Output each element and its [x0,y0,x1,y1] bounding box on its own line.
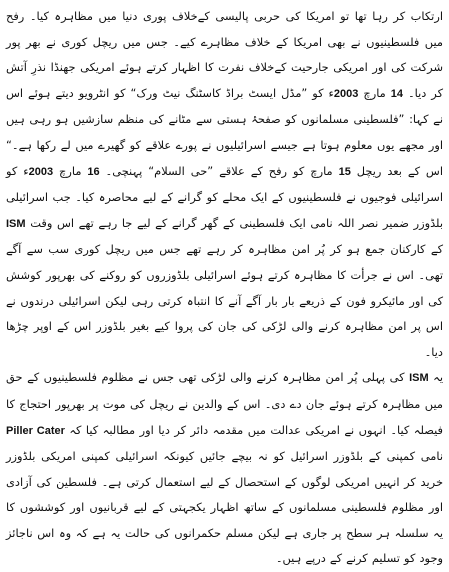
ism-acronym: ISM [6,217,26,230]
paragraph-2-text: نامی کمپنی کے بلڈوزر اسرائیل کو نہ بیچے جائیں کیونکہ اسرائیلی کمپنی امریکی بلڈوزر خرید کر انہیں امریکی لوگوں کے استحصال کے لیے استعمال کرتی ہے۔ فلسطین کی آزادی اور مظلوم فلسطینی مسلمانوں کے ساتھ اظہار یکجہتی کے لیے قربانیوں اور کوششوں کا یہ سلسلہ ہر سطح پر جاری ہے لیکن مسلم حکمرانوں کی حالت یہ ہے کہ وہ اس ناجائز وجود کو تسلیم کرنے کے درپے ہیں۔ [6,449,443,566]
paragraph-1-text: ء کو ”مڈل ایسٹ براڈ کاسٹنگ نیٹ ورک“ کو انٹرویو دیتے ہوئے اس نے کہا: ”فلسطینی مسلمانوں کو صفحۂ ہستی سے مٹانے کی منظم سازشیں ہو رہی ہیں اور مجھے یوں معلوم ہوتا ہے جیسے اسرائیلیوں نے پورے علاقے کو گھیرے میں لے رکھا ہے۔“ اس کے بعد ریچل [6,85,443,178]
paragraph-2-text: یہ [428,370,444,385]
ism-acronym: ISM [409,372,429,385]
paragraph-1-text: مارچ کو رفح کے علاقے ”حی السلام“ پہنچی۔ [99,163,339,178]
paragraph-1-text: مارچ [358,85,391,100]
date-number: 15 [338,165,351,178]
paragraph-1-text: مارچ [53,163,88,178]
year-number: 2003 [28,165,54,178]
paragraph-2 [6,365,443,572]
date-number: 16 [87,165,100,178]
paragraph-1-text: کے کارکنان جمع ہو کر پُر امن مظاہرہ کر رہے تھے جس میں ریچل کوری سب سے آگے تھی۔ اس نے جرأت کا مظاہرہ کرتے ہوئے اسرائیلی بلڈوزروں کو روکنے کی بھرپور کوشش کی اور مائیکرو فون کے ذریعے بار بار آگے آنے کا انتباہ کرتی رہی لیکن اسرائیلی درندوں نے اس پر امن مظاہرہ کرنے والی لڑکی کی جان کی پروا کیے بغیر بلڈوزر اس کے اوپر چڑھا دیا۔ [6,242,443,359]
year-number: 2003 [333,87,359,100]
date-number: 14 [390,87,403,100]
paragraph-1-text: ء کو اسرائیلی فوجیوں نے فلسطینیوں کے ایک محلے کو گرانے کے لیے محاصرہ کیا۔ جب اسرائیلی بلڈوزر ضمیر نصر اللہ نامی ایک فلسطینی کے گھر گرانے کے لیے جا رہے تھے اس وقت [6,163,443,230]
paragraph-2-text: کی پہلی پُر امن مظاہرہ کرنے والی لڑکی تھی جس نے مظلوم فلسطینیوں کے حق میں مظاہرہ کرتے ہوئے جان دے دی۔ اس کے والدین نے ریچل کی موت پر بھرپور احتجاج کا فیصلہ کیا۔ انہوں نے امریکی عدالت میں مقدمہ دائر کر دیا اور مطالبہ کیا کہ [6,370,443,437]
paragraph-1 [6,4,443,365]
paragraph-1-text: ارتکاب کر رہا تھا تو امریکا کی حربی پالیسی کےخلاف پوری دنیا میں مظاہرہ کیا۔ رفح میں فلسطینیوں نے بھی امریکا کے خلاف مظاہرے کیے۔ جس میں ریچل کوری نے بھر پور شرکت کی اور امریکی جارحیت کےخلاف نفرت کا اظہار کرتے ہوئے امریکی جھنڈا نذرِ آتش کر دیا۔ [6,9,443,100]
company-name: Piller Cater [6,424,65,437]
